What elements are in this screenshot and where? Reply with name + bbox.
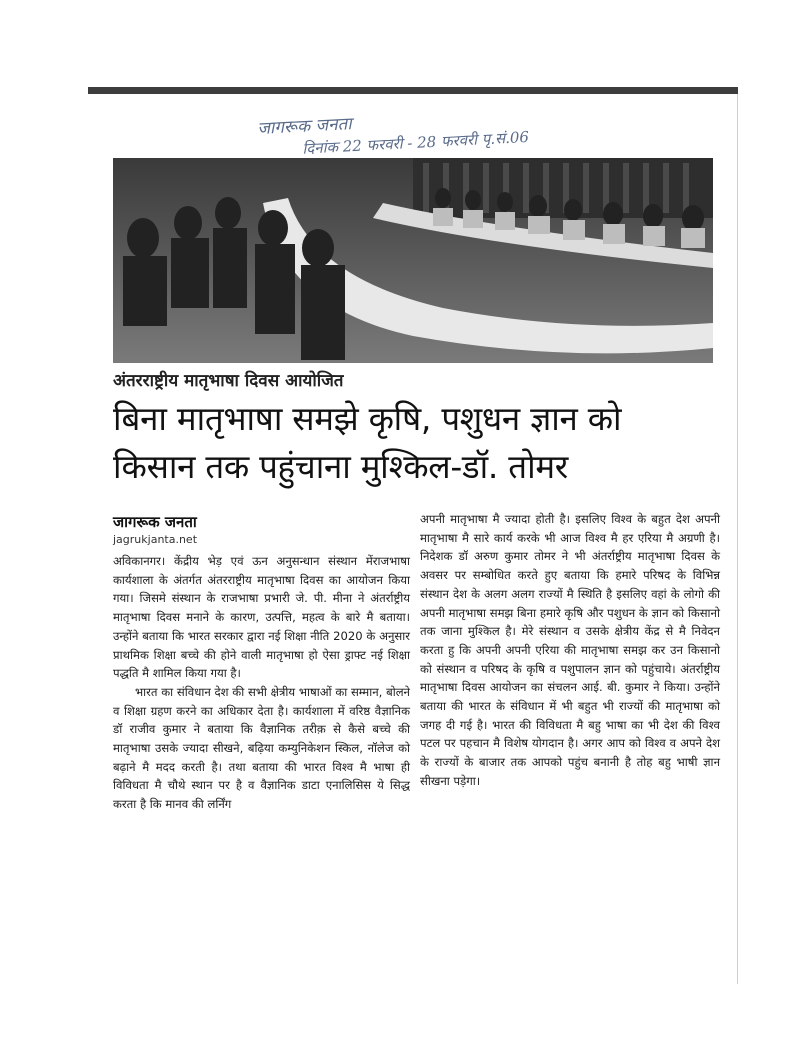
handwritten-paper-name: जागरूक जनता [256,114,353,140]
byline [113,512,403,546]
clipping-right-edge [737,94,738,984]
headline-line-2: किसान तक पहुंचाना मुश्किल-डॉ. तोमर [113,447,568,486]
article-kicker: अंतरराष्ट्रीय मातृभाषा दिवस आयोजित [113,371,344,391]
left-paragraph-1: अविकानगर। केंद्रीय भेड़ एवं ऊन अनुसन्धान संस्थान मेंराजभाषा कार्यशाला के अंतर्गत अंतरराष्ट्रीय मातृभाषा दिवस का आयोजन किया गया। जिसमे संस्थान के राजभाषा प्रभारी जे. पी. मीना ने अंतर्राष्ट्रीय मातृभाषा दिवस मनाने के कारण, उत्पत्ति, महत्व के बारे मै बताया। उन्होंने बताया कि भारत सरकार द्वारा नई शिक्षा नीति 2020 के अनुसार प्राथमिक शिक्षा बच्चे की होने वाली मातृभाषा हो ऐसा ड्राफ्ट नई शिक्षा पद्धति मै शामिल किया गया है। [113,554,410,681]
headline-line-1: बिना मातृभाषा समझे कृषि, पशुधन ज्ञान को [113,399,622,438]
clipping-top-border [88,87,738,94]
byline-name: जागरूक जनता [113,513,197,531]
meeting-photo [113,158,713,363]
left-paragraph-2: भारत का संविधान देश की सभी क्षेत्रीय भाषाओं का सम्मान, बोलने व शिक्षा ग्रहण करने का अधिकार देता है। कार्यशाला में वरिष्ठ वैज्ञानिक डॉ राजीव कुमार ने बताया कि वैज्ञानिक तरीक़ से कैसे बच्चे की मातृभाषा उसके ज्यादा सीखने, बढ़िया कम्युनिकेशन स्किल, नॉलेज को बढ़ाने मै मदद करती है। तथा बताया की भारत विश्व मै भाषा ही विविधता मै चौथे स्थान पर है व वैज्ञानिक डाटा एनालिसिस ये सिद्ध करता है कि मानव की लर्निंग [113,684,410,812]
meeting-photo-icon [113,158,713,363]
article-right-column [420,510,720,791]
article-left-column [113,552,410,814]
right-paragraph-1: अपनी मातृभाषा मै ज्यादा होती है। इसलिए विश्व के बहुत देश अपनी मातृभाषा मै सारे कार्य करके भी आज विश्व मै हर एरिया मै अग्रणी है। निदेशक डॉ अरुण कुमार तोमर ने भी अंतर्राष्ट्रीय मातृभाषा दिवस के अवसर पर सम्बोधित करते हुए बताया कि हमारे परिषद के विभिन्न संस्थान देश के अलग अलग राज्यों मै स्थिति है इसलिए वहां के लोगो की अपनी मातृभाषा समझ बिना हमारे कृषि और पशुधन के ज्ञान को किसानो तक जाना मुश्किल है। मेरे संस्थान व उसके क्षेत्रीय केंद्र से मै निवेदन करता हु कि अपनी अपनी एरिया की मातृभाषा समझ कर उन किसानो को संस्थान व परिषद के कृषि व पशुपालन ज्ञान को पहुंचाये। अंतर्राष्ट्रीय मातृभाषा दिवस आयोजन का संचलन आई. बी. कुमार ने किया। उन्होंने बताया की भारत के संविधान में भी बहुत भी राज्यों की मातृभाषा को जगह दी गई है। भारत की विविधता मै बहु भाषा का भी देश की विश्व पटल पर पहचान मै विशेष योगदान है। अगर आप को विश्व व अपने देश के राज्यों के बाजार तक आपको पहुंच बनानी है तोह बहु भाषी ज्ञान सीखना पड़ेगा। [420,512,720,788]
handwritten-date-page: दिनांक 22 फरवरी - 28 फरवरी पृ.सं.06 [301,127,530,158]
byline-site: jagrukjanta.net [113,533,198,546]
article-headline [113,395,723,491]
